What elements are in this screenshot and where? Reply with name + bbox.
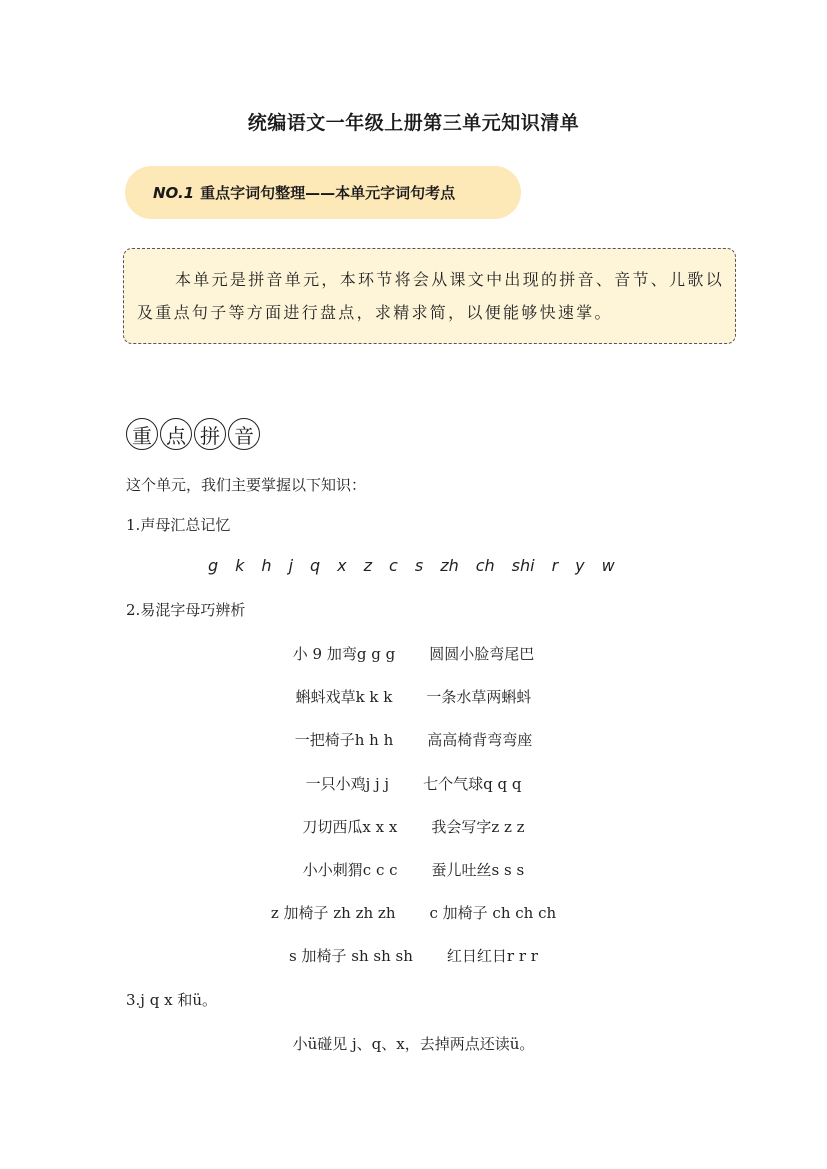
intro-text: 本单元是拼音单元，本环节将会从课文中出现的拼音、音节、儿歌以及重点句子等方面进行盘点，求精求简，以便能够快速掌。 [137,270,725,322]
mnemonic-row [0,729,827,750]
mnemonic-right: 圆圆小脸弯尾巴 [429,645,535,663]
item3-heading: 3.j q x 和ü。 [126,991,217,1009]
mnemonic-left: z 加椅子 zh zh zh [270,904,396,922]
mnemonic-row [0,902,827,923]
mnemonic-left: 刀切西瓜x x x [302,818,398,836]
item1-label: 声母汇总记忆 [140,516,231,534]
mnemonic-row [0,686,827,707]
mnemonic-row [0,816,827,837]
item3-rule: 小ü碰见 j、q、x，去掉两点还读ü。 [292,1035,535,1053]
intro-box [123,248,736,344]
mnemonic-left: 一把椅子h h h [294,731,394,749]
mnemonic-left: 蝌蚪戏草k k k [295,688,393,706]
badge-char: 重 [126,418,158,450]
initial: c [389,556,398,575]
mnemonic-right: c 加椅子 ch ch ch [429,904,557,922]
mnemonic-right: 蚕儿吐丝s s s [431,861,525,879]
mnemonic-right: 一条水草两蝌蚪 [426,688,532,706]
mnemonic-row [0,945,827,966]
item2-number: 2. [126,601,141,619]
initial: k [235,556,245,575]
badge-char: 点 [160,418,192,450]
badge-char: 音 [228,418,260,450]
mnemonic-row [0,859,827,880]
initial: zh [440,556,459,575]
mnemonic-row [0,643,827,664]
initial: w [601,556,615,575]
section-label: 重点字词句整理——本单元字词句考点 [200,184,456,202]
item1-number: 1. [126,516,141,534]
initial: z [363,556,373,575]
mnemonic-left: s 加椅子 sh sh sh [289,947,413,965]
badge-char: 拼 [194,418,226,450]
item2-label: 易混字母巧辨析 [140,601,246,619]
mnemonic-right: 红日红日r r r [446,947,538,965]
initial: j [288,556,294,575]
initial: x [337,556,347,575]
mnemonic-right: 高高椅背弯弯座 [427,731,533,749]
initial: g [208,556,219,575]
lead-text: 这个单元，我们主要掌握以下知识： [126,476,367,494]
initial: r [551,556,559,575]
mnemonic-left: 一只小鸡j j j [305,775,390,793]
mnemonic-right: 七个气球q q q [423,775,522,793]
section-heading [153,182,455,203]
initial: s [414,556,424,575]
section-heading-pill [125,166,521,219]
item2-heading [126,599,245,620]
page-title: 统编语文一年级上册第三单元知识清单 [247,112,580,134]
initial: shi [511,556,535,575]
initial: h [261,556,272,575]
mnemonic-right: 我会写字z z z [431,818,525,836]
section-number: NO.1 [153,184,195,202]
initial: q [310,556,321,575]
initial: ch [475,556,495,575]
mnemonic-left: 小小刺猬c c c [302,861,398,879]
key-pinyin-badges [126,418,260,450]
item1-heading [126,514,230,535]
mnemonic-left: 小 9 加弯g g g [292,645,396,663]
initial: y [575,556,585,575]
mnemonic-row [0,773,827,794]
initials-row [208,556,632,575]
